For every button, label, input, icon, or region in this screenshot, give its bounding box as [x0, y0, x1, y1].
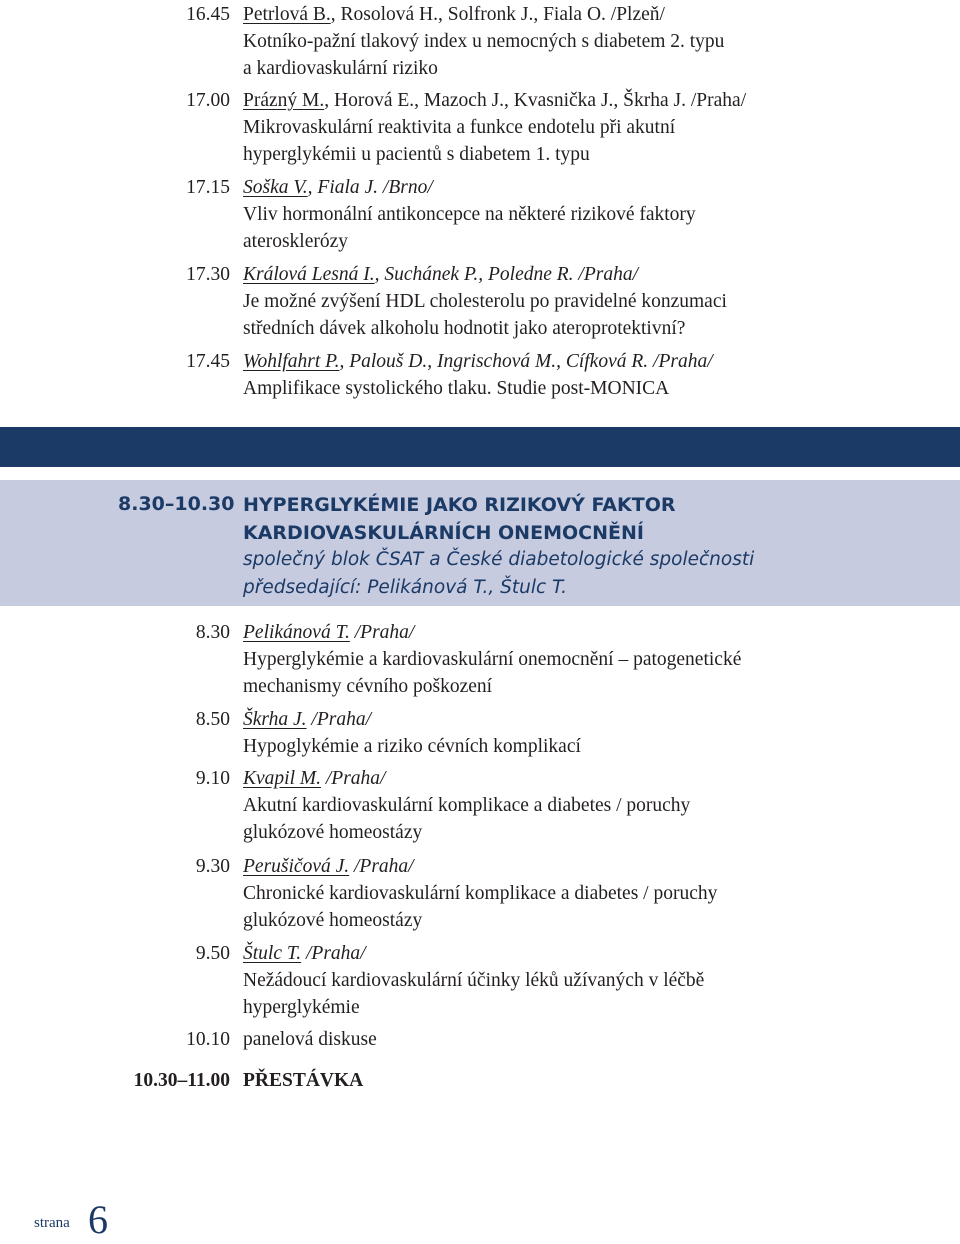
session-block-title-line: KARDIOVASKULÁRNÍCH ONEMOCNĚNÍ — [243, 522, 644, 544]
entry-authors — [243, 706, 923, 733]
entry-coauthors: /Praha/ — [301, 943, 366, 964]
entry-coauthors: /Praha/ — [349, 856, 414, 877]
entry-main-author: Prázný M. — [243, 90, 325, 111]
entry-title-line: hyperglykémii u pacientů s diabetem 1. typu — [243, 144, 590, 165]
entry-title-line: glukózové homeostázy — [243, 910, 423, 931]
entry-title-line: Hypoglykémie a riziko cévních komplikací — [243, 736, 581, 757]
page-number: 6 — [88, 1197, 108, 1242]
entry-authors — [243, 765, 923, 792]
entry-title-line: Je možné zvýšení HDL cholesterolu po pravidelné konzumaci — [243, 291, 727, 312]
entry-main-author: Perušičová J. — [243, 856, 350, 877]
entry-authors — [243, 348, 923, 375]
entry-coauthors: , Fiala J. /Brno/ — [307, 177, 433, 198]
entry-main-author: Štulc T. — [243, 943, 302, 964]
entry-body — [243, 261, 923, 342]
entry-time: 9.30 — [195, 856, 230, 877]
entry-authors — [243, 853, 923, 880]
entry-time: 17.45 — [186, 351, 230, 372]
entry-main-author: Kvapil M. — [243, 768, 321, 789]
entry-title-line: Mikrovaskulární reaktivita a funkce endotelu při akutní — [243, 117, 676, 138]
entry-authors — [243, 261, 923, 288]
entry-title-line: glukózové homeostázy — [243, 822, 423, 843]
entry-main-author: Škrha J. — [243, 709, 307, 730]
entry-time: 16.45 — [186, 4, 230, 25]
entry-title-line: hyperglykémie — [243, 997, 360, 1018]
entry-authors — [243, 1026, 923, 1053]
entry-body — [243, 619, 923, 700]
entry-coauthors: , Horová E., Mazoch J., Kvasnička J., Škrha J. /Praha/ — [324, 90, 747, 111]
entry-main-author: Králová Lesná I. — [243, 264, 375, 285]
entry-body — [243, 1, 923, 82]
entry-body — [243, 765, 923, 846]
entry-title-line: a kardiovaskulární riziko — [243, 58, 438, 79]
entry-title-line: středních dávek alkoholu hodnotit jako ateroprotektivní? — [243, 318, 686, 339]
entry-time: 8.30 — [195, 622, 230, 643]
entry-title-line: Vliv hormonální antikoncepce na některé rizikové faktory — [243, 204, 696, 225]
session-block-organizer: společný blok ČSAT a České diabetologické společnosti — [243, 549, 755, 570]
entry-authors — [243, 940, 923, 967]
entry-coauthors: /Praha/ — [306, 709, 372, 730]
entry-title-line: Amplifikace systolického tlaku. Studie post-MONICA — [243, 378, 670, 399]
entry-authors — [243, 1, 923, 28]
session-block-title — [243, 491, 675, 547]
entry-body — [243, 940, 923, 1021]
entry-title-line: Chronické kardiovaskulární komplikace a diabetes / poruchy — [243, 883, 718, 904]
entry-coauthors: panelová diskuse — [243, 1029, 377, 1050]
entry-title-line: Akutní kardiovaskulární komplikace a diabetes / poruchy — [243, 795, 691, 816]
entry-authors — [243, 619, 923, 646]
entry-main-author: Pelikánová T. — [243, 622, 350, 643]
entry-main-author: Petrlová B. — [243, 4, 331, 25]
entry-time: 10.10 — [186, 1029, 230, 1050]
day-header: PÁTEK 12. 12. 2008 — [108, 433, 356, 458]
entry-time: 17.15 — [186, 177, 230, 198]
page-footer-label: strana — [34, 1215, 70, 1231]
entry-coauthors: /Praha/ — [321, 768, 386, 789]
entry-authors — [243, 87, 923, 114]
session-block-chairs: předsedající: Pelikánová T., Štulc T. — [243, 577, 568, 598]
session-block-time: 8.30–10.30 — [118, 493, 235, 515]
break-label: PŘESTÁVKA — [243, 1070, 364, 1091]
entry-authors — [243, 174, 923, 201]
entry-time: 9.10 — [195, 768, 230, 789]
entry-body — [243, 706, 923, 760]
entry-coauthors: , Suchánek P., Poledne R. /Praha/ — [374, 264, 638, 285]
entry-title-line: Hyperglykémie a kardiovaskulární onemocnění – patogenetické — [243, 649, 742, 670]
entry-time: 8.50 — [195, 709, 230, 730]
session-block-subtitle — [243, 546, 754, 602]
entry-time: 9.50 — [195, 943, 230, 964]
entry-coauthors: /Praha/ — [349, 622, 415, 643]
entry-body — [243, 1026, 923, 1053]
entry-time: 17.30 — [186, 264, 230, 285]
break-time: 10.30–11.00 — [133, 1070, 230, 1091]
entry-body — [243, 87, 923, 168]
entry-body — [243, 174, 923, 255]
entry-title-line: Nežádoucí kardiovaskulární účinky léků užívaných v léčbě — [243, 970, 705, 991]
entry-title-line: mechanismy cévního poškození — [243, 676, 493, 697]
entry-main-author: Soška V. — [243, 177, 308, 198]
entry-body — [243, 348, 923, 402]
entry-title-line: aterosklerózy — [243, 231, 349, 252]
entry-body — [243, 853, 923, 934]
entry-coauthors: , Rosolová H., Solfronk J., Fiala O. /Plzeň/ — [330, 4, 665, 25]
entry-coauthors: , Palouš D., Ingrischová M., Cífková R. /Praha/ — [339, 351, 713, 372]
entry-main-author: Wohlfahrt P. — [243, 351, 340, 372]
entry-title-line: Kotníko-pažní tlakový index u nemocných s diabetem 2. typu — [243, 31, 725, 52]
session-block-title-line: HYPERGLYKÉMIE JAKO RIZIKOVÝ FAKTOR — [243, 494, 676, 516]
entry-time: 17.00 — [186, 90, 230, 111]
